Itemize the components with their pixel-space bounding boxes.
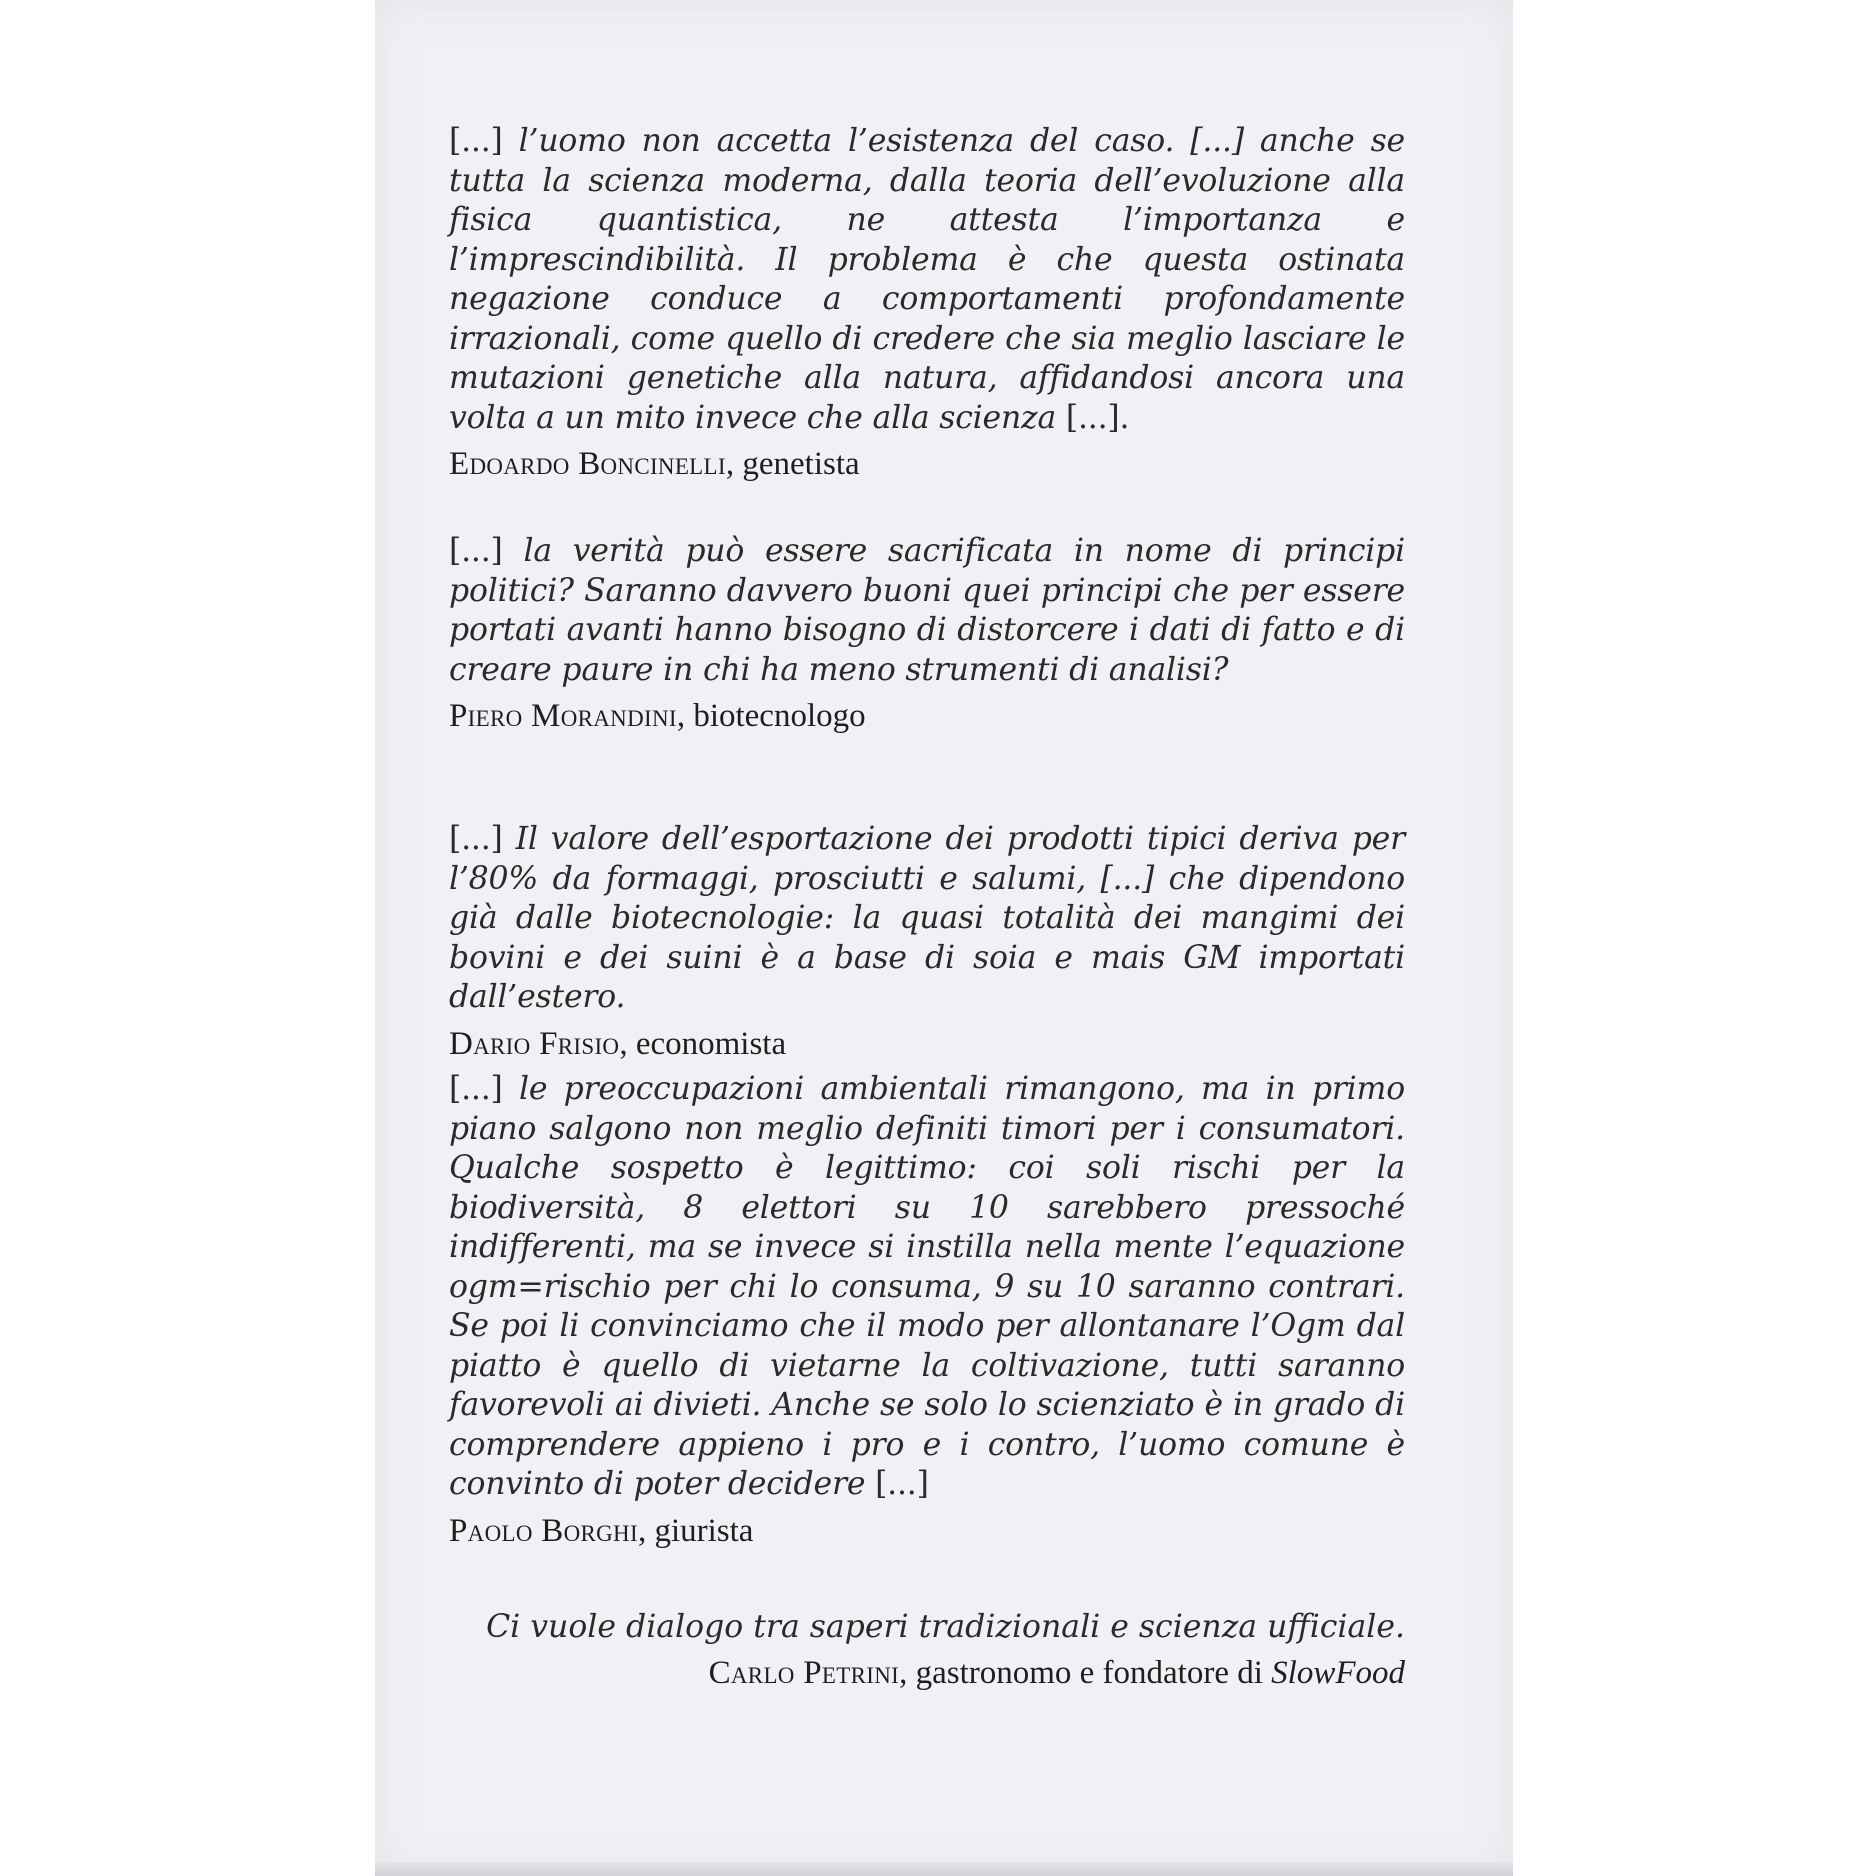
author-role: , genetista bbox=[725, 446, 860, 482]
quote-block-4 bbox=[449, 1070, 1405, 1551]
quote-attribution bbox=[449, 1511, 1405, 1551]
closing-quote-text: Ci vuole dialogo tra saperi tradizionali e scienza ufficiale. bbox=[486, 1609, 1405, 1645]
quote-text bbox=[449, 122, 1405, 438]
organization-name: SlowFood bbox=[1271, 1655, 1405, 1691]
book-back-cover bbox=[375, 0, 1513, 1876]
quote-attribution bbox=[449, 696, 1405, 736]
quote-attribution bbox=[449, 444, 1405, 484]
quote-block-3 bbox=[449, 820, 1405, 1064]
quote-lead: [...] bbox=[449, 123, 503, 159]
quote-body: le preoccupazioni ambientali rimangono, ma in primo piano salgono non meglio definiti timori per i consumatori. Qualche sospetto è legittimo: coi soli rischi per la biodiversità, 8 elettori su 10 sarebbero pressoché indifferenti, ma se invece si instilla nella mente l’equazione ogm=rischio per chi lo consuma, 9 su 10 saranno contrari. Se poi li convinciamo che il modo per allontanare l’Ogm dal piatto è quello di vietarne la coltivazione, tutti saranno favorevoli ai divieti. Anche se solo lo scienziato è in grado di comprendere appieno i pro e i contro, l’uomo comune è convinto di poter decidere bbox=[449, 1071, 1405, 1502]
author-role: , giurista bbox=[637, 1512, 754, 1549]
quote-body: l’uomo non accetta l’esistenza del caso. [...] anche se tutta la scienza moderna, dalla teoria dell’evoluzione alla fisica quantistica, ne attesta l’importanza e l’imprescindibilità. Il problema è che questa ostinata negazione conduce a comportamenti profondamente irrazionali, come quello di credere che sia meglio lasciare le mutazioni genetiche alla natura, affidandosi ancora una volta a un mito invece che alla scienza bbox=[449, 123, 1405, 436]
quote-lead: [...] bbox=[449, 1071, 503, 1107]
author-name: Paolo Borghi bbox=[449, 1512, 638, 1549]
quote-lead: [...] bbox=[449, 821, 503, 857]
quote-text bbox=[449, 532, 1405, 690]
quote-lead: [...] bbox=[449, 533, 503, 569]
author-role: , gastronomo e fondatore di bbox=[899, 1655, 1272, 1691]
author-role: , economista bbox=[619, 1025, 787, 1062]
quote-text bbox=[449, 1070, 1405, 1505]
quote-tail: [...]. bbox=[1065, 399, 1130, 436]
closing-quote bbox=[449, 1607, 1405, 1693]
author-role: , biotecnologo bbox=[676, 698, 866, 734]
closing-attribution bbox=[449, 1653, 1405, 1693]
author-name: Edoardo Boncinelli bbox=[449, 446, 726, 482]
quote-block-2 bbox=[449, 532, 1405, 736]
author-name: Carlo Petrini bbox=[708, 1655, 900, 1691]
author-name: Dario Frisio bbox=[449, 1025, 620, 1062]
quote-attribution bbox=[449, 1024, 1405, 1064]
quote-block-1 bbox=[449, 122, 1405, 484]
quote-body: Il valore dell’esportazione dei prodotti tipici deriva per l’80% da formaggi, prosciutti e salumi, [...] che dipendono già dalle biotecnologie: la quasi totalità dei mangimi dei bovini e dei suini è a base di soia e mais GM importati dall’estero. bbox=[449, 821, 1405, 1015]
quote-text bbox=[449, 820, 1405, 1018]
quote-tail: [...] bbox=[875, 1466, 929, 1502]
page-bottom-edge bbox=[375, 1862, 1513, 1876]
quote-body: la verità può essere sacrificata in nome di principi politici? Saranno davvero buoni quei principi che per essere portati avanti hanno bisogno di distorcere i dati di fatto e di creare paure in chi ha meno strumenti di analisi? bbox=[449, 533, 1405, 688]
author-name: Piero Morandini bbox=[449, 698, 677, 734]
